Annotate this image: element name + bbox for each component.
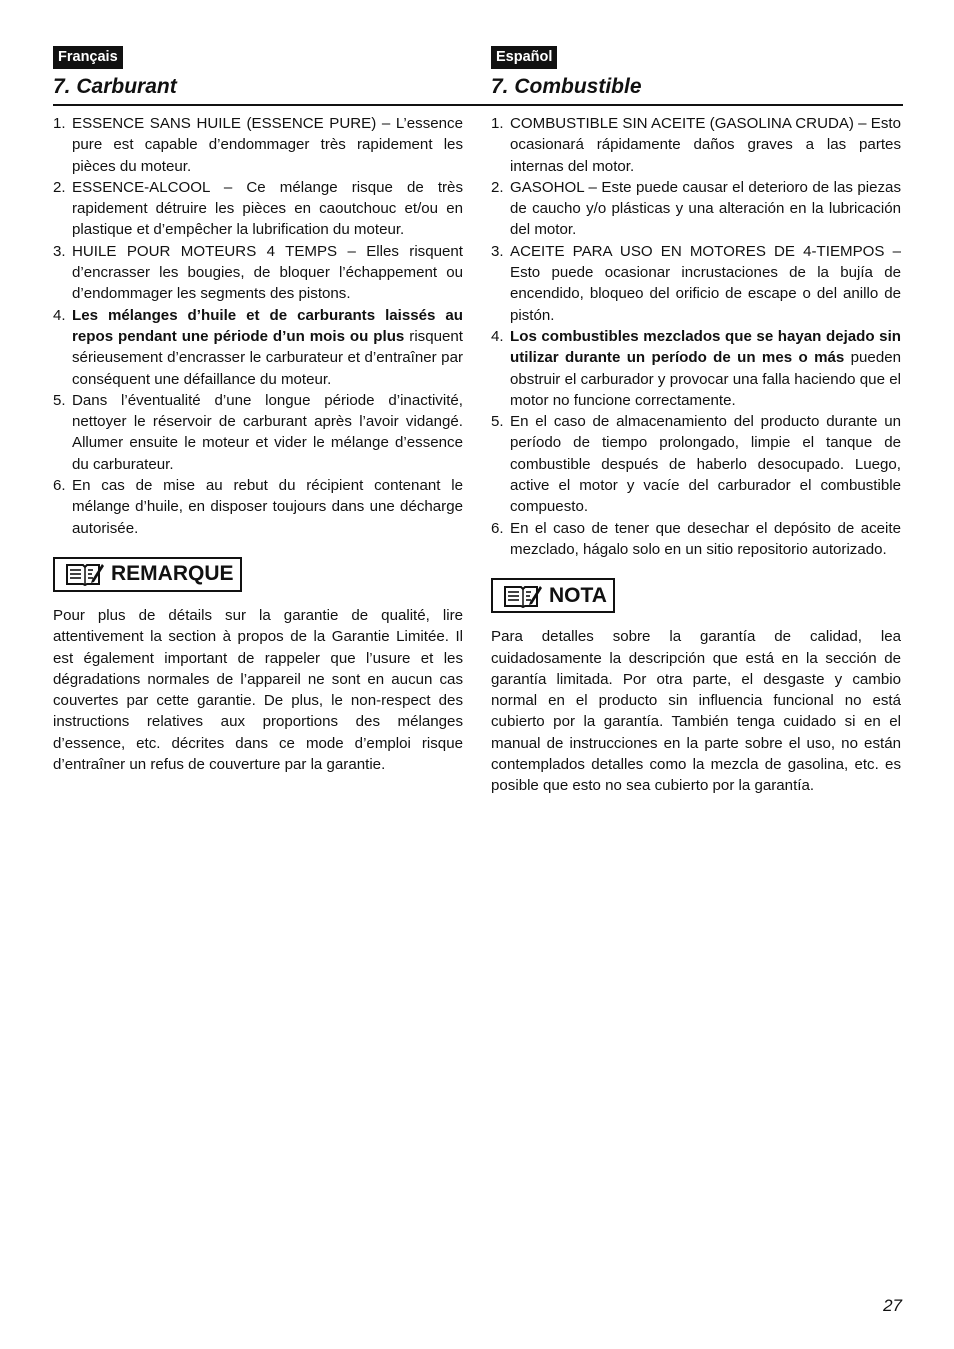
section-title-carburant: 7. Carburant [53, 75, 177, 98]
list-item: 4. Los combustibles mezclados que se hayan dejado sin utilizar durante un período de un mes o más pueden obstruir el carburador y provocar una falla haciendo que el motor no funcione correctamente. [491, 327, 901, 409]
list-item: 1. ESSENCE SANS HUILE (ESSENCE PURE) – L’essence pure est capable d’endommager très rapidement les pièces du moteur. [53, 115, 463, 175]
column-espanol [491, 46, 901, 797]
note-text-nota: Para detalles sobre la garantía de calidad, lea cuidadosamente la descripción que está en la sección de garantía limitada. Por otra parte, el desgaste y cambio normal en el producto sin influencia funcional no está cubierto por la garantía. También tenga cuidado si en el manual de instrucciones en la parte sobre el uso, no están contemplados detalles como la mezcla de gasolina, etc. es posible que esto no sea cubierto por la garantía. [491, 628, 901, 795]
note-text-remarque: Pour plus de détails sur la garantie de qualité, lire attentivement la section à propos de la Garantie Limitée. Il est également important de rappeler que l’usure et les dégradations normales de l’appareil ne sont en aucun cas couvertes par cette garantie. De plus, le non-respect des instructions relatives aux proportions des mélanges d’essence, etc. décrites dans ce mode d’emploi risque d’entraîner un refus de couverture par la garantie. [53, 606, 463, 774]
note-label: NOTA [549, 583, 607, 607]
list-item: 1. COMBUSTIBLE SIN ACEITE (GASOLINA CRUDA) – Esto ocasionará rápidamente daños graves a las partes internas del motor. [491, 115, 901, 175]
list-item: 2. ESSENCE-ALCOOL – Ce mélange risque de très rapidement détruire les pièces en caoutchouc et/ou en plastique et d’empêcher la lubrification du moteur. [53, 178, 463, 239]
note-book-pencil-icon [65, 562, 105, 586]
list-item: 3. HUILE POUR MOTEURS 4 TEMPS – Elles risquent d’encrasser les bougies, de bloquer l’échappement ou d’endommager les segments des pistons. [53, 242, 463, 303]
list-item: 4. Les mélanges d’huile et de carburants laissés au repos pendant une période d’un mois ou plus risquent sérieusement d’encrasser le carburateur et d’entraîner par conséquent une défaillance du moteur. [53, 306, 463, 388]
list-item: 6. En el caso de tener que desechar el depósito de aceite mezclado, hágalo solo en un sitio repositorio autorizado. [491, 519, 901, 558]
list-combustible [491, 113, 901, 560]
language-badge-francais: Français [53, 46, 123, 69]
section-title-combustible: 7. Combustible [491, 75, 642, 98]
list-item: 6. En cas de mise au rebut du récipient contenant le mélange d’huile, en disposer toujours dans une décharge autorisée. [53, 477, 463, 537]
list-item: 5. Dans l’éventualité d’une longue période d’inactivité, nettoyer le réservoir de carburant après l’avoir vidangé. Allumer ensuite le moteur et vider le mélange d’essence du carburateur. [53, 391, 463, 473]
list-item: 5. En el caso de almacenamiento del producto durante un período de tiempo prolongado, limpie el tanque de combustible después de haberlo desocupado. Luego, active el motor y vacíe del carburador el combustible compuesto. [491, 413, 901, 516]
note-label: REMARQUE [111, 562, 234, 586]
list-item: 3. ACEITE PARA USO EN MOTORES DE 4-TIEMPOS – Esto puede ocasionar incrustaciones de la bujía de encendido, bloqueo del orificio de escape o del anillo de pistón. [491, 242, 901, 324]
note-book-pencil-icon [503, 584, 543, 608]
language-badge-espanol: Español [491, 46, 557, 69]
note-heading-nota [491, 578, 615, 613]
list-item: 2. GASOHOL – Este puede causar el deterioro de las piezas de caucho y/o plásticas y una alteración en la lubricación del motor. [491, 178, 901, 239]
list-carburant [53, 113, 463, 539]
note-heading-remarque [53, 557, 242, 592]
page-number: 27 [883, 1296, 902, 1315]
column-francais [53, 46, 463, 775]
